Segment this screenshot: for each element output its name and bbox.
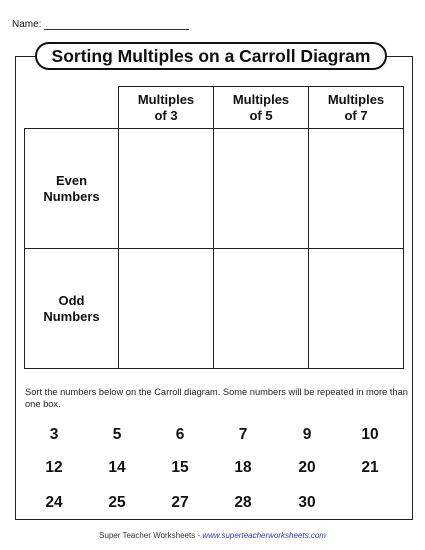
- column-header-line1: Multiples: [232, 91, 290, 107]
- column-header-line1: Multiples: [137, 91, 195, 107]
- cell-even-multiples-of-3[interactable]: [119, 129, 214, 249]
- name-line[interactable]: [44, 19, 189, 30]
- number-item: 5: [112, 426, 122, 443]
- number-item: 6: [175, 426, 185, 443]
- column-header-line2: of 7: [344, 107, 368, 123]
- row-header-line1: Even: [55, 172, 88, 188]
- number-item: 14: [108, 459, 126, 476]
- number-item: 28: [234, 494, 252, 511]
- column-header-line1: Multiples: [327, 91, 385, 107]
- number-item: 27: [171, 494, 189, 511]
- column-header-line2: of 5: [249, 107, 273, 123]
- number-item: 21: [361, 459, 379, 476]
- footer: [0, 531, 425, 540]
- number-item: 12: [45, 459, 63, 476]
- number-item: 30: [298, 494, 316, 511]
- instructions: Sort the numbers below on the Carroll diagram. Some numbers will be repeated in more than one box.: [25, 387, 408, 409]
- worksheet-title: Sorting Multiples on a Carroll Diagram: [35, 42, 387, 70]
- cell-odd-multiples-of-3[interactable]: [119, 249, 214, 369]
- number-item: 20: [298, 459, 316, 476]
- number-item: 7: [238, 426, 248, 443]
- number-item: 25: [108, 494, 126, 511]
- row-header-even-numbers: [25, 129, 119, 249]
- number-item: 18: [234, 459, 252, 476]
- number-bank: [0, 422, 425, 512]
- name-label: Name:: [12, 19, 42, 30]
- cell-even-multiples-of-7[interactable]: [309, 129, 404, 249]
- row-header-line2: Numbers: [43, 188, 100, 204]
- number-item: 9: [302, 426, 312, 443]
- row-header-odd-numbers: [25, 249, 119, 369]
- column-header-multiples-of-5: [214, 87, 309, 129]
- column-header-multiples-of-7: [309, 87, 404, 129]
- number-item: 10: [361, 426, 379, 443]
- number-item: 15: [171, 459, 189, 476]
- cell-odd-multiples-of-5[interactable]: [214, 249, 309, 369]
- footer-text: Super Teacher Worksheets -: [99, 531, 203, 540]
- number-item: 3: [49, 426, 59, 443]
- row-header-line2: Numbers: [43, 308, 100, 324]
- corner-blank: [25, 87, 119, 129]
- name-field[interactable]: [12, 19, 189, 30]
- column-header-line2: of 3: [154, 107, 178, 123]
- carroll-diagram: [24, 86, 404, 369]
- number-item: 24: [45, 494, 63, 511]
- footer-url[interactable]: www.superteacherworksheets.com: [202, 531, 326, 540]
- row-header-line1: Odd: [58, 292, 85, 308]
- column-header-multiples-of-3: [119, 87, 214, 129]
- cell-odd-multiples-of-7[interactable]: [309, 249, 404, 369]
- cell-even-multiples-of-5[interactable]: [214, 129, 309, 249]
